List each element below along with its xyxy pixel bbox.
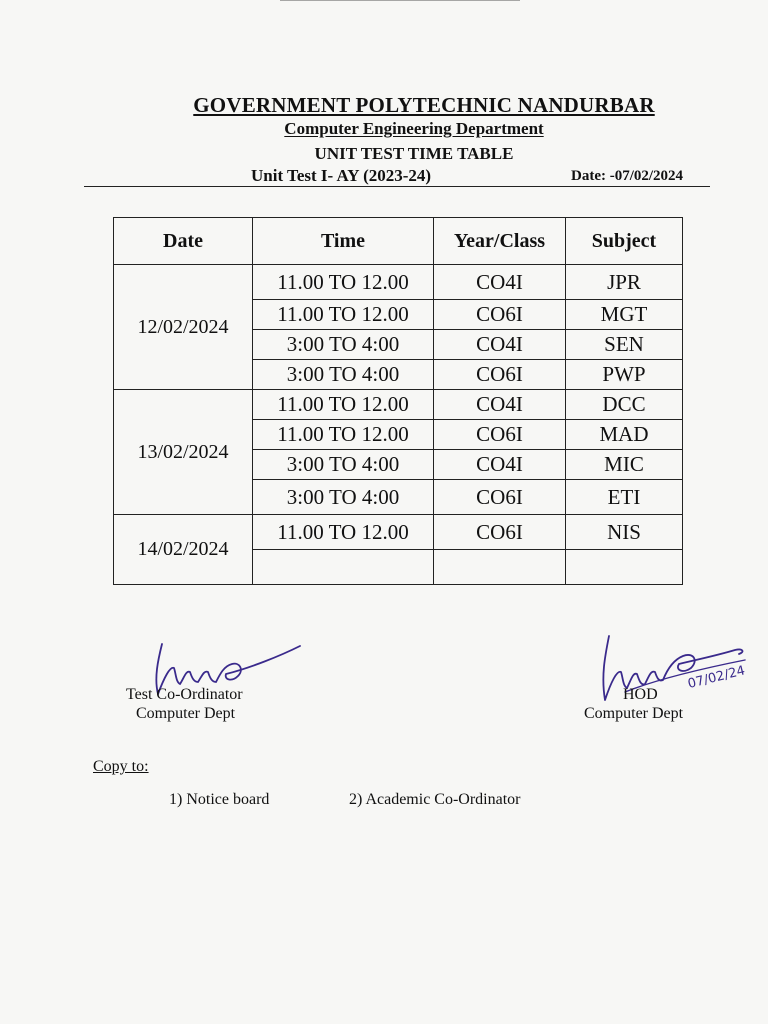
hod-dept: Computer Dept	[584, 705, 684, 722]
institution-title: GOVERNMENT POLYTECHNIC NANDURBAR	[193, 93, 655, 117]
issue-date: Date: -07/02/2024	[571, 168, 684, 184]
time-cell: 3:00 TO 4:00	[253, 480, 434, 515]
class-cell: CO4I	[434, 450, 566, 480]
subject-cell: NIS	[566, 515, 683, 550]
table-row	[114, 515, 683, 550]
time-cell	[253, 550, 434, 585]
column-header-date: Date	[114, 218, 253, 265]
class-cell: CO6I	[434, 515, 566, 550]
test-name: Unit Test I- AY (2023-24)	[251, 166, 432, 185]
subject-cell: SEN	[566, 330, 683, 360]
date-cell: 13/02/2024	[114, 390, 253, 515]
time-cell: 3:00 TO 4:00	[253, 360, 434, 390]
table-header-row	[114, 218, 683, 265]
subject-cell: MIC	[566, 450, 683, 480]
subject-cell: PWP	[566, 360, 683, 390]
subject-cell: JPR	[566, 265, 683, 300]
time-cell: 11.00 TO 12.00	[253, 390, 434, 420]
class-cell: CO6I	[434, 300, 566, 330]
subject-cell: MAD	[566, 420, 683, 450]
class-cell: CO6I	[434, 360, 566, 390]
test-coordinator-dept: Computer Dept	[136, 705, 236, 722]
column-header-subject: Subject	[566, 218, 683, 265]
time-cell: 3:00 TO 4:00	[253, 330, 434, 360]
copy-to-item: 1) Notice board	[169, 791, 270, 808]
time-cell: 11.00 TO 12.00	[253, 515, 434, 550]
time-cell: 11.00 TO 12.00	[253, 420, 434, 450]
class-cell: CO4I	[434, 390, 566, 420]
class-cell: CO4I	[434, 265, 566, 300]
hod-signature	[595, 630, 755, 708]
class-cell	[434, 550, 566, 585]
subject-cell: ETI	[566, 480, 683, 515]
hod-label: HOD	[623, 686, 658, 703]
table-row	[114, 390, 683, 420]
class-cell: CO6I	[434, 420, 566, 450]
copy-to-item: 2) Academic Co-Ordinator	[349, 791, 521, 808]
time-cell: 3:00 TO 4:00	[253, 450, 434, 480]
timetable	[113, 217, 683, 585]
class-cell: CO4I	[434, 330, 566, 360]
column-header-class: Year/Class	[434, 218, 566, 265]
hod-signature-date: 07/02/24	[686, 663, 747, 693]
subject-cell: DCC	[566, 390, 683, 420]
subject-cell: MGT	[566, 300, 683, 330]
table-row	[114, 265, 683, 300]
subject-cell	[566, 550, 683, 585]
document-title: UNIT TEST TIME TABLE	[314, 144, 514, 163]
test-coordinator-label: Test Co-Ordinator	[126, 686, 243, 703]
date-cell: 12/02/2024	[114, 265, 253, 390]
date-cell: 14/02/2024	[114, 515, 253, 585]
time-cell: 11.00 TO 12.00	[253, 300, 434, 330]
department-title: Computer Engineering Department	[284, 119, 544, 138]
column-header-time: Time	[253, 218, 434, 265]
page-top-edge-mark	[280, 0, 520, 4]
class-cell: CO6I	[434, 480, 566, 515]
header-rule	[84, 186, 710, 187]
copy-to-label: Copy to:	[93, 758, 149, 775]
time-cell: 11.00 TO 12.00	[253, 265, 434, 300]
